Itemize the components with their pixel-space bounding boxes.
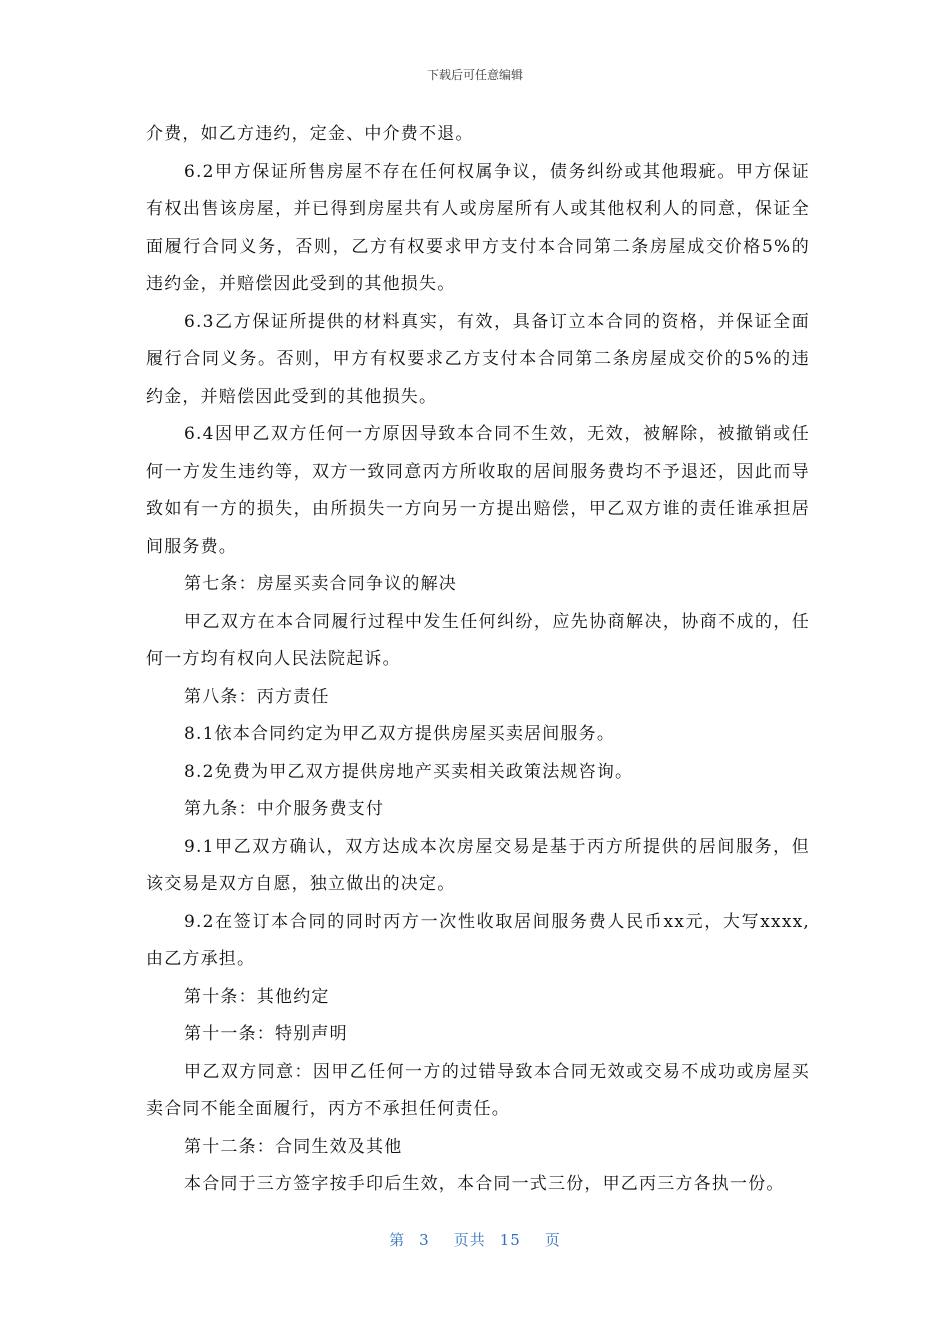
page-footer xyxy=(0,1229,950,1250)
paragraph: 9.1甲乙双方确认，双方达成本次房屋交易是基于丙方所提供的居间服务，但该交易是双方自愿，独立做出的决定。 xyxy=(146,836,810,894)
paragraph: 介费，如乙方违约，定金、中介费不退。 xyxy=(146,124,474,144)
section-heading: 第八条：丙方责任 xyxy=(184,686,330,707)
page-mid: 页共 xyxy=(453,1231,486,1249)
page-suffix: 页 xyxy=(544,1231,561,1249)
total-pages-number: 15 xyxy=(499,1231,521,1249)
document-body xyxy=(146,116,810,1204)
section-heading: 第十二条：合同生效及其他 xyxy=(184,1136,403,1157)
page-prefix: 第 xyxy=(389,1231,406,1249)
section-heading: 第十一条：特别声明 xyxy=(184,1024,348,1044)
section-heading: 第十条：其他约定 xyxy=(184,986,330,1007)
paragraph: 9.2在签订本合同的同时丙方一次性收取居间服务费人民币xx元，大写xxxx,由乙方承担。 xyxy=(146,911,810,969)
page-header: 下载后可任意编辑 xyxy=(426,68,523,82)
paragraph: 6.4因甲乙双方任何一方原因导致本合同不生效，无效，被解除，被撤销或任何一方发生违约等，双方一致同意丙方所收取的居间服务费均不予退还，因此而导致如有一方的损失，由所损失一方向另一方提出赔偿，甲乙双方谁的责任谁承担居间服务费。 xyxy=(146,424,810,557)
paragraph: 本合同于三方签字按手印后生效，本合同一式三份，甲乙丙三方各执一份。 xyxy=(184,1174,785,1194)
paragraph: 6.2甲方保证所售房屋不存在任何权属争议，债务纠纷或其他瑕疵。甲方保证有权出售该房屋，并已得到房屋共有人或房屋所有人或其他权利人的同意，保证全面履行合同义务，否则，乙方有权要求甲方支付本合同第二条房屋成交价格5%的违约金，并赔偿因此受到的其他损失。 xyxy=(146,161,810,294)
paragraph: 8.2免费为甲乙双方提供房地产买卖相关政策法规咨询。 xyxy=(184,761,634,782)
section-heading: 第九条：中介服务费支付 xyxy=(184,799,385,819)
paragraph: 8.1依本合同约定为甲乙双方提供房屋买卖居间服务。 xyxy=(184,724,616,744)
current-page-number: 3 xyxy=(419,1231,430,1249)
paragraph: 甲乙双方在本合同履行过程中发生任何纠纷，应先协商解决，协商不成的，任何一方均有权向人民法院起诉。 xyxy=(146,611,810,669)
paragraph: 6.3乙方保证所提供的材料真实，有效，具备订立本合同的资格，并保证全面履行合同义务。否则，甲方有权要求乙方支付本合同第二条房屋成交价的5%的违约金，并赔偿因此受到的其他损失。 xyxy=(146,311,810,407)
section-heading: 第七条：房屋买卖合同争议的解决 xyxy=(184,574,457,594)
paragraph: 甲乙双方同意：因甲乙任何一方的过错导致本合同无效或交易不成功或房屋买卖合同不能全面履行，丙方不承担任何责任。 xyxy=(146,1061,810,1119)
